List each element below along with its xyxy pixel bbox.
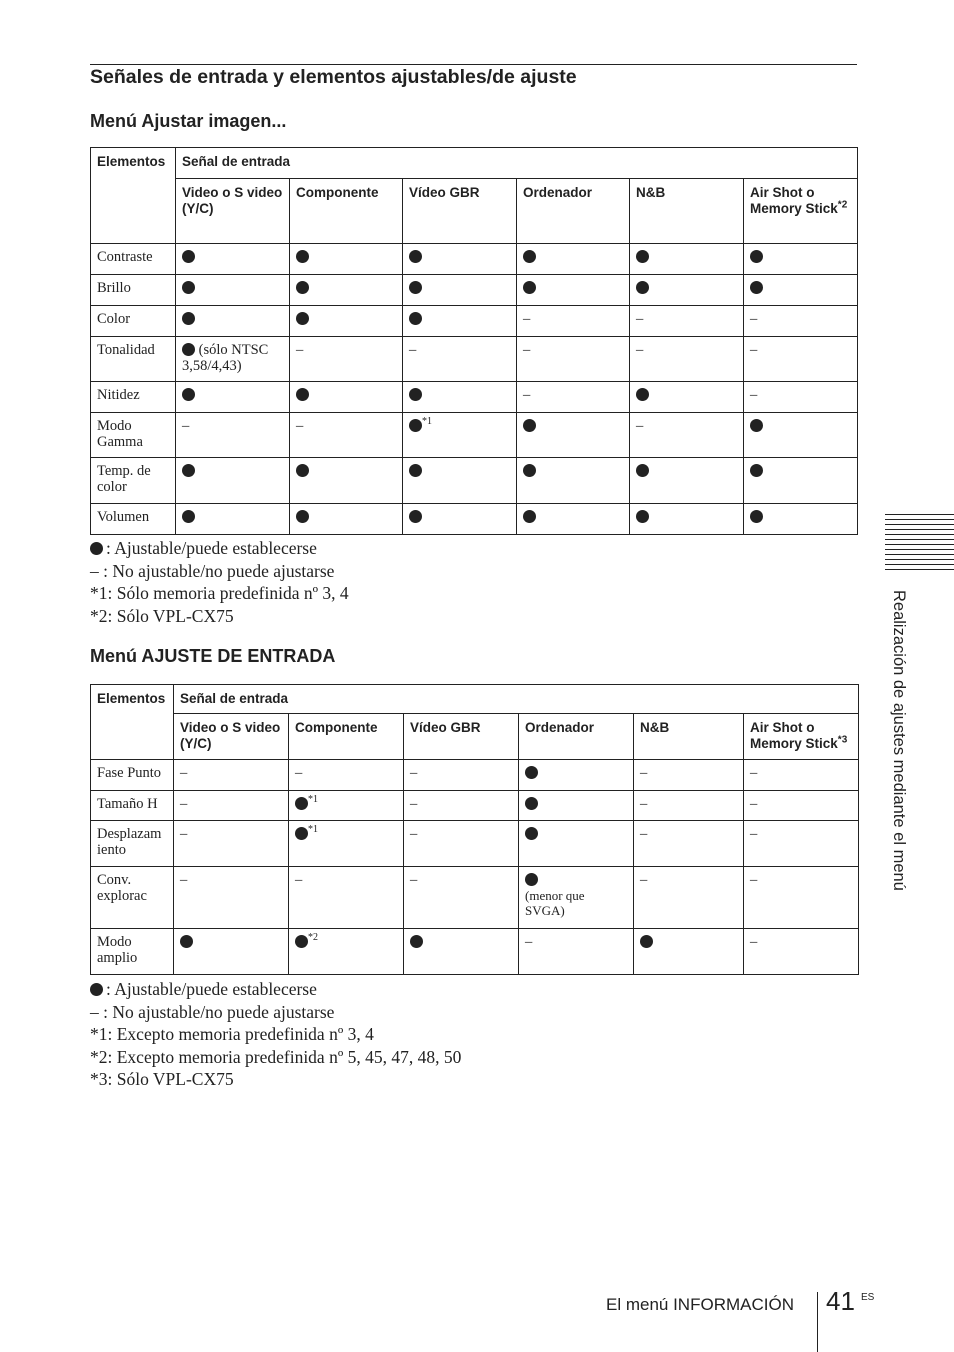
cell-text: – <box>636 418 644 434</box>
table-cell <box>174 760 289 791</box>
table-cell <box>630 458 744 504</box>
legend-adjustable <box>90 537 349 560</box>
cell-text: – <box>410 826 418 842</box>
table-cell <box>290 382 403 413</box>
table-cell <box>289 821 404 867</box>
table-cell <box>289 760 404 791</box>
table-cell <box>744 337 858 382</box>
table-cell <box>176 382 290 413</box>
column-header-text: Vídeo GBR <box>409 185 480 200</box>
row-label: Modo amplio <box>91 929 174 975</box>
dot-icon <box>296 510 309 523</box>
dot-icon <box>750 419 763 432</box>
dot-icon <box>296 388 309 401</box>
dot-icon <box>182 250 195 263</box>
cell-text: – <box>750 342 758 358</box>
table-cell <box>403 244 517 275</box>
column-header-text: Video o S video (Y/C) <box>182 185 283 216</box>
table-row <box>91 504 858 535</box>
table-row <box>91 306 858 337</box>
cell-subtext: (menor que SVGA) <box>525 888 585 918</box>
dot-icon <box>409 419 422 432</box>
cell-text: – <box>409 342 417 358</box>
table-cell <box>744 760 859 791</box>
column-header <box>519 714 634 760</box>
section-title: Señales de entrada y elementos ajustables/de ajuste <box>90 66 577 88</box>
cell-text: – <box>296 342 304 358</box>
table-cell <box>517 275 630 306</box>
table-cell <box>174 821 289 867</box>
table-cell <box>744 244 858 275</box>
table-row <box>91 382 858 413</box>
table-cell <box>289 867 404 929</box>
table-cell <box>290 337 403 382</box>
table-cell <box>290 458 403 504</box>
dot-icon <box>523 419 536 432</box>
dot-icon <box>296 464 309 477</box>
row-label: Nitidez <box>91 382 176 413</box>
header-signal: Señal de entrada <box>174 685 859 714</box>
table-cell <box>519 791 634 821</box>
cell-text: – <box>750 826 758 842</box>
subsection-title-ajustar-imagen: Menú Ajustar imagen... <box>90 111 287 131</box>
dot-icon <box>295 797 308 810</box>
table-cell <box>517 458 630 504</box>
table-cell <box>630 275 744 306</box>
dot-icon <box>410 935 423 948</box>
dot-icon <box>180 935 193 948</box>
cell-text: – <box>295 765 303 781</box>
dot-icon <box>523 281 536 294</box>
table-cell <box>176 275 290 306</box>
cell-text: – <box>180 872 188 888</box>
table-cell <box>174 791 289 821</box>
cell-text: – <box>410 765 418 781</box>
side-tab-label: Realización de ajustes mediante el menú <box>890 590 908 891</box>
legend-ajuste-entrada <box>90 978 461 1091</box>
table-cell <box>403 382 517 413</box>
table-cell <box>634 791 744 821</box>
table-cell <box>290 413 403 458</box>
table-cell <box>519 867 634 929</box>
dot-icon <box>636 464 649 477</box>
dot-icon <box>409 388 422 401</box>
table-cell <box>630 244 744 275</box>
dot-icon <box>409 250 422 263</box>
table-cell <box>634 929 744 975</box>
column-header <box>403 179 517 244</box>
table-cell <box>517 306 630 337</box>
footnote-ref: *1 <box>308 794 318 806</box>
table-cell <box>404 929 519 975</box>
dot-icon <box>409 312 422 325</box>
header-items: Elementos <box>91 685 174 760</box>
row-label: Fase Punto <box>91 760 174 791</box>
legend-ajustar-imagen <box>90 537 349 627</box>
column-header-text: Video o S video (Y/C) <box>180 720 281 751</box>
table-cell <box>176 337 290 382</box>
dot-icon <box>750 250 763 263</box>
row-label: Temp. de color <box>91 458 176 504</box>
dot-icon <box>295 935 308 948</box>
column-header <box>174 714 289 760</box>
dot-icon <box>182 464 195 477</box>
dot-icon <box>295 827 308 840</box>
side-tab <box>884 590 914 950</box>
cell-text: – <box>636 342 644 358</box>
table-cell <box>744 458 858 504</box>
row-label: Color <box>91 306 176 337</box>
column-header <box>290 179 403 244</box>
table-row <box>91 867 859 929</box>
dot-icon <box>182 510 195 523</box>
table-cell <box>176 306 290 337</box>
table-cell <box>634 867 744 929</box>
row-label: Volumen <box>91 504 176 535</box>
cell-text: – <box>295 872 303 888</box>
table-cell <box>176 504 290 535</box>
legend-not-adjustable: – : No ajustable/no puede ajustarse <box>90 560 335 581</box>
top-rule <box>90 64 857 65</box>
dot-icon <box>750 281 763 294</box>
cell-text: – <box>636 311 644 327</box>
table-row <box>91 413 858 458</box>
dot-icon <box>90 542 103 555</box>
dot-icon <box>636 281 649 294</box>
table-cell <box>630 413 744 458</box>
legend-note: *2: Excepto memoria predefinida nº 5, 45, 47, 48, 50 <box>90 1046 462 1067</box>
dot-icon <box>525 766 538 779</box>
table-cell <box>630 306 744 337</box>
table-cell <box>744 504 858 535</box>
table-cell <box>403 413 517 458</box>
row-label: Contraste <box>91 244 176 275</box>
column-header <box>404 714 519 760</box>
dot-icon <box>523 510 536 523</box>
dot-icon <box>296 312 309 325</box>
table-cell <box>403 306 517 337</box>
table-cell <box>634 821 744 867</box>
dot-icon <box>640 935 653 948</box>
table-cell <box>517 382 630 413</box>
dot-icon <box>636 388 649 401</box>
table-row <box>91 458 858 504</box>
table-cell <box>519 760 634 791</box>
table-cell <box>404 867 519 929</box>
column-header <box>744 714 859 760</box>
dot-icon <box>409 510 422 523</box>
column-header-text: N&B <box>636 185 666 200</box>
table-cell <box>290 244 403 275</box>
column-header <box>744 179 858 244</box>
column-header-text: Ordenador <box>525 720 595 735</box>
cell-text: – <box>640 765 648 781</box>
legend-note: *2: Sólo VPL-CX75 <box>90 605 234 626</box>
dot-icon <box>296 281 309 294</box>
table-row <box>91 275 858 306</box>
dot-icon <box>525 797 538 810</box>
dot-icon <box>636 250 649 263</box>
subsection-title-ajuste-entrada: Menú AJUSTE DE ENTRADA <box>90 646 336 666</box>
column-header <box>634 714 744 760</box>
row-label: Brillo <box>91 275 176 306</box>
dot-icon <box>636 510 649 523</box>
footnote-ref: *2 <box>308 932 318 944</box>
footnote-ref: *2 <box>837 199 848 211</box>
dot-icon <box>525 827 538 840</box>
cell-text: (sólo NTSC 3,58/4,43) <box>182 342 269 374</box>
header-signal: Señal de entrada <box>176 148 858 179</box>
column-header <box>289 714 404 760</box>
header-items: Elementos <box>91 148 176 244</box>
table-cell <box>403 504 517 535</box>
legend-not-adjustable: – : No ajustable/no puede ajustarse <box>90 1001 335 1022</box>
table-cell <box>630 504 744 535</box>
dot-icon <box>750 464 763 477</box>
table-cell <box>176 244 290 275</box>
dot-icon <box>182 281 195 294</box>
cell-text: – <box>182 418 190 434</box>
table-cell <box>289 929 404 975</box>
column-header <box>517 179 630 244</box>
footer-divider <box>817 1292 818 1352</box>
dot-icon <box>409 281 422 294</box>
table-row <box>91 760 859 791</box>
column-header-text: Vídeo GBR <box>410 720 481 735</box>
dot-icon <box>182 312 195 325</box>
table-cell <box>744 791 859 821</box>
table-cell <box>744 821 859 867</box>
cell-text: – <box>410 796 418 812</box>
cell-text: – <box>750 765 758 781</box>
legend-adjustable <box>90 978 461 1001</box>
page-language: ES <box>861 1292 875 1303</box>
table-ajustar-imagen <box>90 147 858 535</box>
table-cell <box>630 337 744 382</box>
table-cell <box>404 760 519 791</box>
page-number: 41 <box>826 1286 855 1316</box>
table-cell <box>744 929 859 975</box>
table-row <box>91 244 858 275</box>
table-row <box>91 929 859 975</box>
table-cell <box>289 791 404 821</box>
table-cell <box>290 504 403 535</box>
table-cell <box>404 791 519 821</box>
cell-text: – <box>525 934 533 950</box>
dot-icon <box>523 250 536 263</box>
table-ajuste-entrada <box>90 684 859 975</box>
column-header <box>176 179 290 244</box>
column-header-text: N&B <box>640 720 670 735</box>
dot-icon <box>750 510 763 523</box>
cell-text: – <box>523 311 531 327</box>
table-cell <box>290 306 403 337</box>
side-tab-lines <box>885 514 954 574</box>
table-cell <box>174 867 289 929</box>
legend-note: *3: Sólo VPL-CX75 <box>90 1069 234 1090</box>
footnote-ref: *3 <box>837 734 848 746</box>
column-header-text: Componente <box>295 720 378 735</box>
table-cell <box>517 504 630 535</box>
cell-text: – <box>180 765 188 781</box>
row-label: Tonalidad <box>91 337 176 382</box>
table-cell <box>403 275 517 306</box>
cell-text: – <box>180 796 188 812</box>
cell-text: – <box>750 934 758 950</box>
row-label: Conv. explorac <box>91 867 174 929</box>
cell-text: – <box>523 387 531 403</box>
dot-icon <box>182 343 195 356</box>
table-cell <box>517 244 630 275</box>
dot-icon <box>409 464 422 477</box>
legend-adjustable-text: : Ajustable/puede establecerse <box>106 979 317 999</box>
legend-note: *1: Sólo memoria predefinida nº 3, 4 <box>90 583 349 604</box>
cell-text: – <box>750 311 758 327</box>
cell-text: – <box>180 826 188 842</box>
table-cell <box>744 413 858 458</box>
row-label: Tamaño H <box>91 791 174 821</box>
table-cell <box>519 821 634 867</box>
table-cell <box>176 458 290 504</box>
legend-note: *1: Excepto memoria predefinida nº 3, 4 <box>90 1024 374 1045</box>
dot-icon <box>523 464 536 477</box>
table-cell <box>744 867 859 929</box>
cell-text: – <box>296 418 304 434</box>
table-cell <box>176 413 290 458</box>
table-cell <box>403 337 517 382</box>
column-header-text: Ordenador <box>523 185 593 200</box>
footnote-ref: *1 <box>308 824 318 836</box>
legend-adjustable-text: : Ajustable/puede establecerse <box>106 538 317 558</box>
table-cell <box>634 760 744 791</box>
table-cell <box>744 275 858 306</box>
cell-text: – <box>640 796 648 812</box>
cell-text: – <box>750 872 758 888</box>
footnote-ref: *1 <box>422 416 432 428</box>
column-header-text: Air Shot o Memory Stick <box>750 185 838 216</box>
cell-text: – <box>523 342 531 358</box>
column-header-text: Air Shot o Memory Stick <box>750 720 838 751</box>
cell-text: – <box>640 872 648 888</box>
table-cell <box>519 929 634 975</box>
footer-label: El menú INFORMACIÓN <box>606 1295 794 1314</box>
dot-icon <box>525 873 538 886</box>
table-cell <box>517 413 630 458</box>
column-header-text: Componente <box>296 185 379 200</box>
table-row <box>91 821 859 867</box>
table-cell <box>290 275 403 306</box>
table-cell <box>517 337 630 382</box>
table-row <box>91 791 859 821</box>
row-label: Desplazam iento <box>91 821 174 867</box>
cell-text: – <box>640 826 648 842</box>
cell-text: – <box>410 872 418 888</box>
table-cell <box>744 306 858 337</box>
column-header <box>630 179 744 244</box>
dot-icon <box>182 388 195 401</box>
table-cell <box>404 821 519 867</box>
table-cell <box>744 382 858 413</box>
dot-icon <box>296 250 309 263</box>
table-cell <box>174 929 289 975</box>
row-label: Modo Gamma <box>91 413 176 458</box>
cell-text: – <box>750 796 758 812</box>
cell-text: – <box>750 387 758 403</box>
table-cell <box>403 458 517 504</box>
table-row <box>91 337 858 382</box>
dot-icon <box>90 983 103 996</box>
table-cell <box>630 382 744 413</box>
